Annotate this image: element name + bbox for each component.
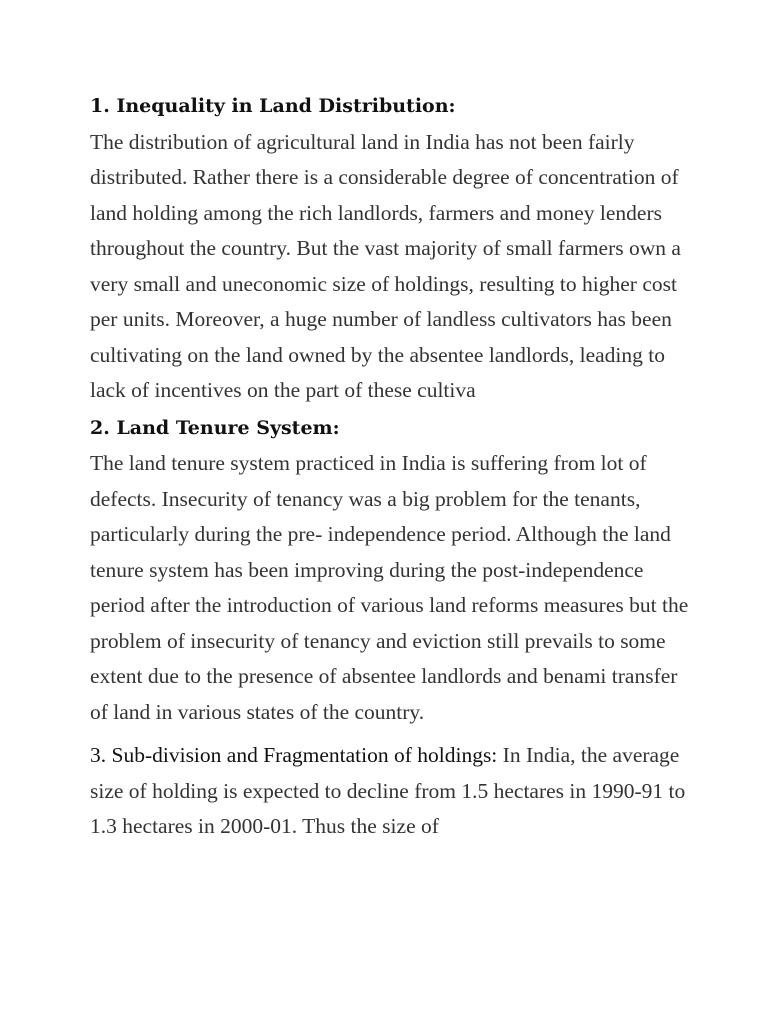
section-1-body: The distribution of agricultural land in India has not been fairly distributed. Rather there is a considerable degree of concentration of land holding among the rich landlords, farmers and money lenders throughout the country. But the vast majority of small farmers own a very small and uneconomic size of holdings, resulting to higher cost per units. Moreover, a huge number of landless cultivators has been cultivating on the land owned by the absentee landlords, leading to lack of incentives on the part of these cultiva — [90, 129, 681, 402]
section-3-heading: 3. Sub-division and Fragmentation of holdings: — [90, 743, 498, 767]
section-spacer — [90, 730, 690, 738]
section-2-body: The land tenure system practiced in India is suffering from lot of defects. Insecurity of tenancy was a big problem for the tenants, particularly during the pre- independence period. Although the land tenure system has been improving during the post-independence period after the introduction of various land reforms measures but the problem of insecurity of tenancy and eviction still prevails to some extent due to the presence of absentee landlords and benami transfer of land in various states of the country. — [90, 451, 689, 724]
section-1-heading: 1. Inequality in Land Distribution: — [90, 95, 456, 117]
section-3-body: In India, the average size of holding is expected to decline from 1.5 hectares in 1990-91 to 1.3 hectares in 2000-01. Thus the size of — [90, 743, 686, 838]
document-page — [90, 89, 690, 845]
section-2-heading: 2. Land Tenure System: — [90, 416, 340, 439]
section-3-paragraph — [90, 738, 690, 845]
